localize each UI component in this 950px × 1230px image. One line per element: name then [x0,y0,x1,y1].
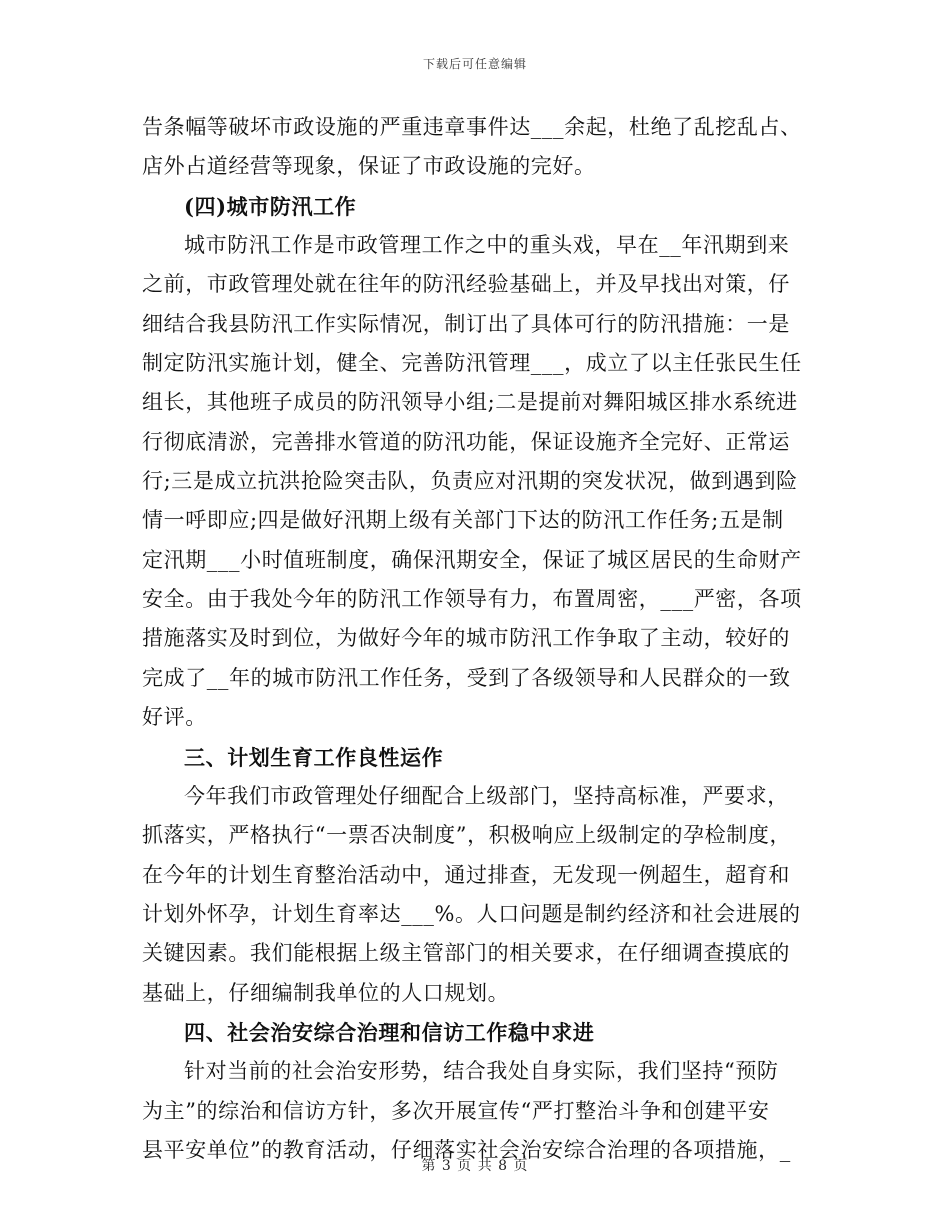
body-line: 行彻底清淤，完善排水管道的防汛功能，保证设施齐全完好、正常运 [142,429,790,454]
paragraph-start-line: 针对当前的社会治安形势，结合我处自身实际，我们坚持“预防 [184,1059,779,1084]
body-line: 抓落实，严格执行“一票否决制度”，积极响应上级制定的孕检制度， [142,823,792,848]
body-line: 情一呼即应;四是做好汛期上级有关部门下达的防汛工作任务;五是制 [142,508,784,533]
page-number-footer: 第 3 页 共 8 页 [421,1158,529,1174]
body-line: 计划外怀孕，计划生育率达___%。人口问题是制约经济和社会进展的 [142,901,801,926]
body-line: 制定防汛实施计划，健全、完善防汛管理___，成立了以主任张民生任 [142,351,802,376]
body-line: 告条幅等破坏市政设施的严重违章事件达___余起，杜绝了乱挖乱占、 [142,115,802,139]
body-line: 措施落实及时到位，为做好今年的城市防汛工作争取了主动，较好的 [142,626,790,651]
body-line: 基础上，仔细编制我单位的人口规划。 [142,980,510,1005]
body-line: 店外占道经营等现象，保证了市政设施的完好。 [142,154,596,179]
body-line: 关键因素。我们能根据上级主管部门的相关要求，在仔细调查摸底的 [142,941,790,966]
body-line: 完成了__年的城市防汛工作任务，受到了各级领导和人民群众的一致 [142,665,791,690]
section-heading: (四)城市防汛工作 [184,193,357,219]
body-line: 在今年的计划生育整治活动中，通过排查，无发现一例超生，超育和 [142,862,790,887]
body-line: 定汛期___小时值班制度，确保汛期安全，保证了城区居民的生命财产 [142,547,802,572]
document-body [142,108,810,1170]
body-line: 之前，市政管理处就在往年的防汛经验基础上，并及早找出对策，仔 [142,272,790,297]
header-note: 下载后可任意编辑 [422,57,527,71]
body-line: 安全。由于我处今年的防汛工作领导有力，布置周密，___严密，各项 [142,587,802,612]
body-line: 组长，其他班子成员的防汛领导小组;二是提前对舞阳城区排水系统进 [142,390,798,415]
section-heading: 四、社会治安综合治理和信访工作稳中求进 [184,1019,595,1045]
body-line: 好评。 [142,705,207,730]
paragraph-start-line: 城市防汛工作是市政管理工作之中的重头戏，早在__年汛期到来 [184,233,790,258]
body-line: 细结合我县防汛工作实际情况，制订出了具体可行的防汛措施：一是 [142,311,790,336]
body-line: 为主”的综治和信访方针，多次开展宣传“严打整治斗争和创建平安 [142,1098,770,1123]
section-heading: 三、计划生育工作良性运作 [184,744,444,770]
paragraph-start-line: 今年我们市政管理处仔细配合上级部门，坚持高标准，严要求， [184,783,789,808]
body-line: 行;三是成立抗洪抢险突击队，负责应对汛期的突发状况，做到遇到险 [142,469,798,494]
body-line: 县平安单位”的教育活动，仔细落实社会治安综合治理的各项措施，_ [142,1137,791,1162]
